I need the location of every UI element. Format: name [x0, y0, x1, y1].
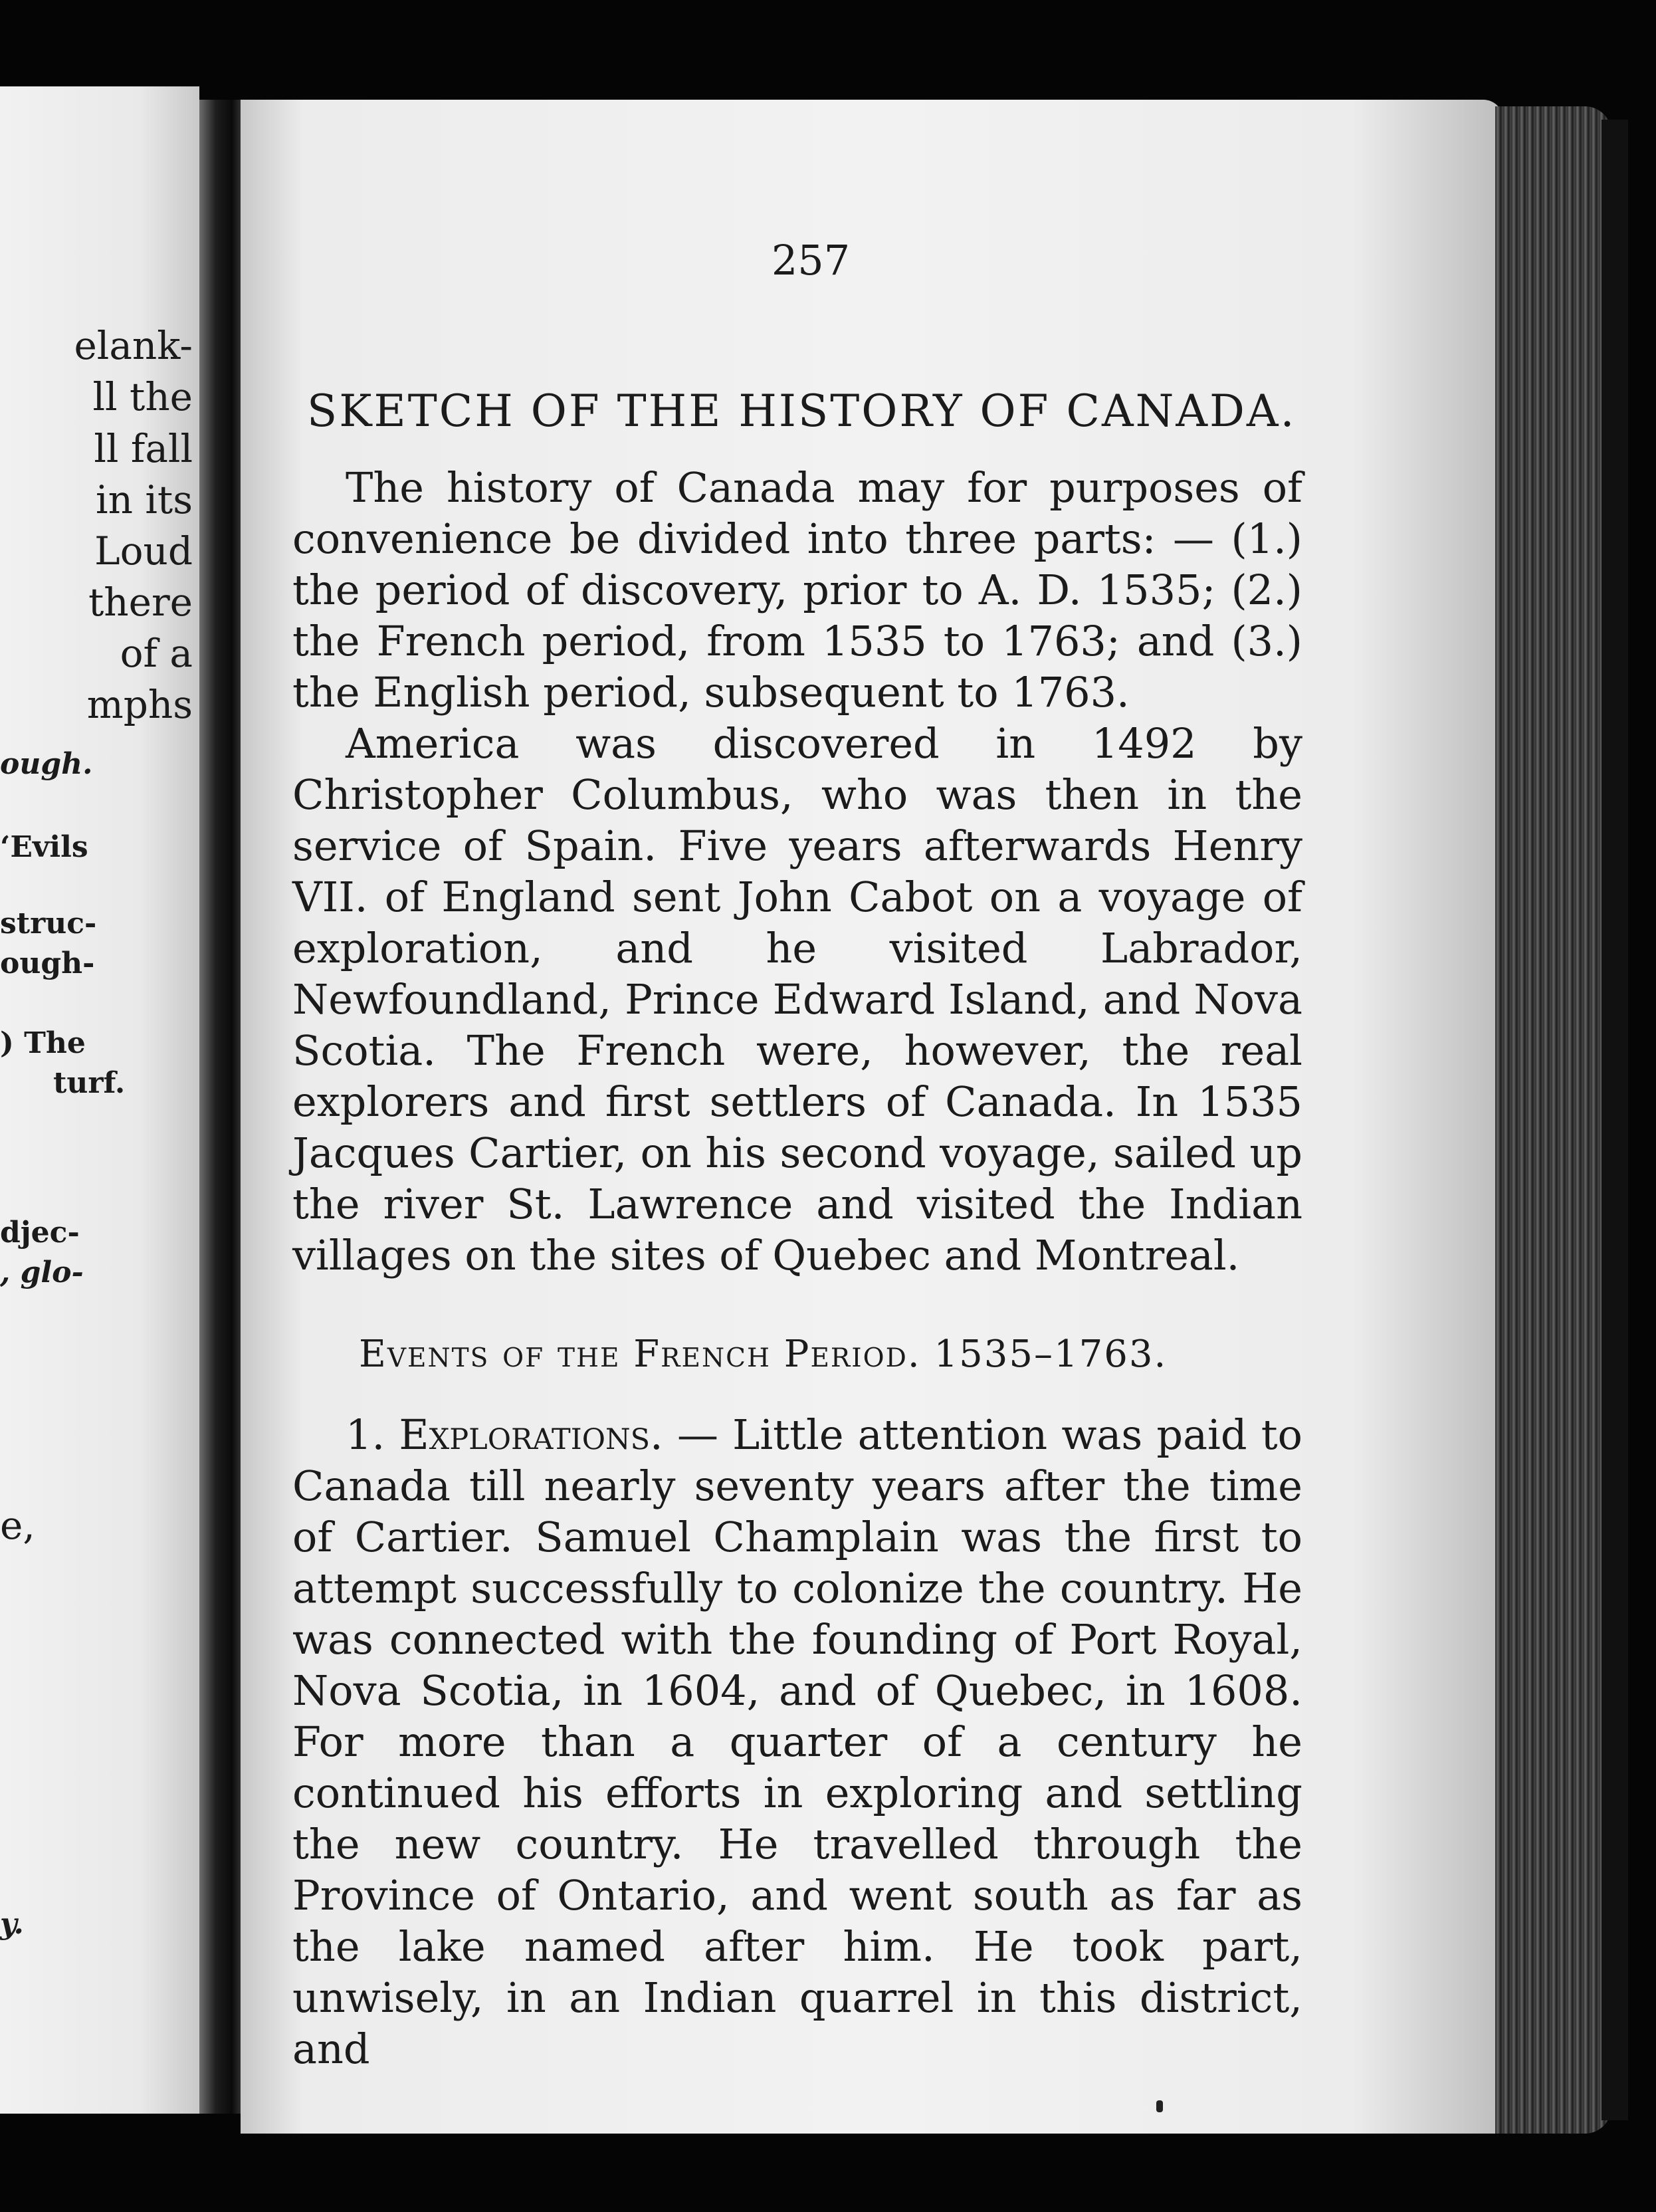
intro-paragraph	[292, 462, 1302, 718]
section-heading: Events of the French Period. 1535–1763.	[359, 1333, 1168, 1376]
facing-page-line: struc-	[0, 907, 97, 940]
facing-page-line: ‘Evils	[0, 830, 88, 864]
facing-page-line: turf.	[53, 1066, 126, 1100]
paragraph-text: The history of Canada may for purposes of convenience be divided into three parts: — (1.) the period of discovery, prior to A. D. 1535; (2.) the French period, from 1535 to 1763; and (3.) the English period, subsequent to 1763.	[292, 463, 1302, 717]
page-edges	[1495, 106, 1611, 2134]
ink-speck	[1156, 2100, 1163, 2112]
facing-page-line: y.	[0, 1907, 24, 1941]
facing-page-line: mphs	[86, 682, 193, 727]
paragraph-text	[292, 1409, 1302, 2074]
paragraph-text: America was discovered in 1492 by Christopher Columbus, who was then in the service of Spain. Five years afterwards Henry VII. of England sent John Cabot on a voyage of exploration, and he visited Labrador, Newfoundland, Prince Edward Island, and Nova Scotia. The French were, however, the real explorers and first settlers of Canada. In 1535 Jacques Cartier, on his second voyage, sailed up the river St. Lawrence and visited the Indian villages on the sites of Quebec and Montreal.	[292, 719, 1302, 1279]
facing-page-line: elank-	[74, 323, 193, 368]
facing-page-line: ough-	[0, 946, 95, 980]
facing-page-line: ll the	[92, 374, 193, 419]
facing-page-line: ll fall	[94, 426, 193, 471]
facing-page-line: Loud	[94, 528, 193, 574]
facing-page-line: ) The	[0, 1026, 86, 1060]
facing-page-line: in its	[96, 477, 193, 522]
facing-page-fragment	[0, 86, 199, 2114]
item-label: Explorations.	[399, 1410, 663, 1459]
item-number: 1.	[346, 1410, 385, 1459]
facing-page-line: djec-	[0, 1216, 80, 1250]
facing-page-line: , glo-	[0, 1256, 84, 1289]
facing-page-line: there	[88, 580, 193, 625]
facing-page-line: ough.	[0, 747, 93, 781]
explorations-paragraph	[292, 1409, 1302, 2074]
book-cover-edge	[1602, 120, 1628, 2120]
page-number: 257	[771, 236, 851, 284]
page-title: SKETCH OF THE HISTORY OF CANADA.	[307, 386, 1296, 437]
discovery-paragraph	[292, 718, 1302, 1281]
item-body: — Little attention was paid to Canada till nearly seventy years after the time of Cartier. Samuel Champlain was the first to attempt successfully to colonize the country. He was connected with the founding of Port Royal, Nova Scotia, in 1604, and of Quebec, in 1608. For more than a quarter of a century he continued his efforts in exploring and settling the new country. He travelled through the Province of Ontario, and went south as far as the lake named after him. He took part, unwisely, in an Indian quarrel in this district, and	[292, 1410, 1302, 2073]
facing-page-line: of a	[120, 631, 193, 676]
book-gutter	[199, 100, 246, 2114]
facing-page-line: e,	[0, 1503, 35, 1548]
